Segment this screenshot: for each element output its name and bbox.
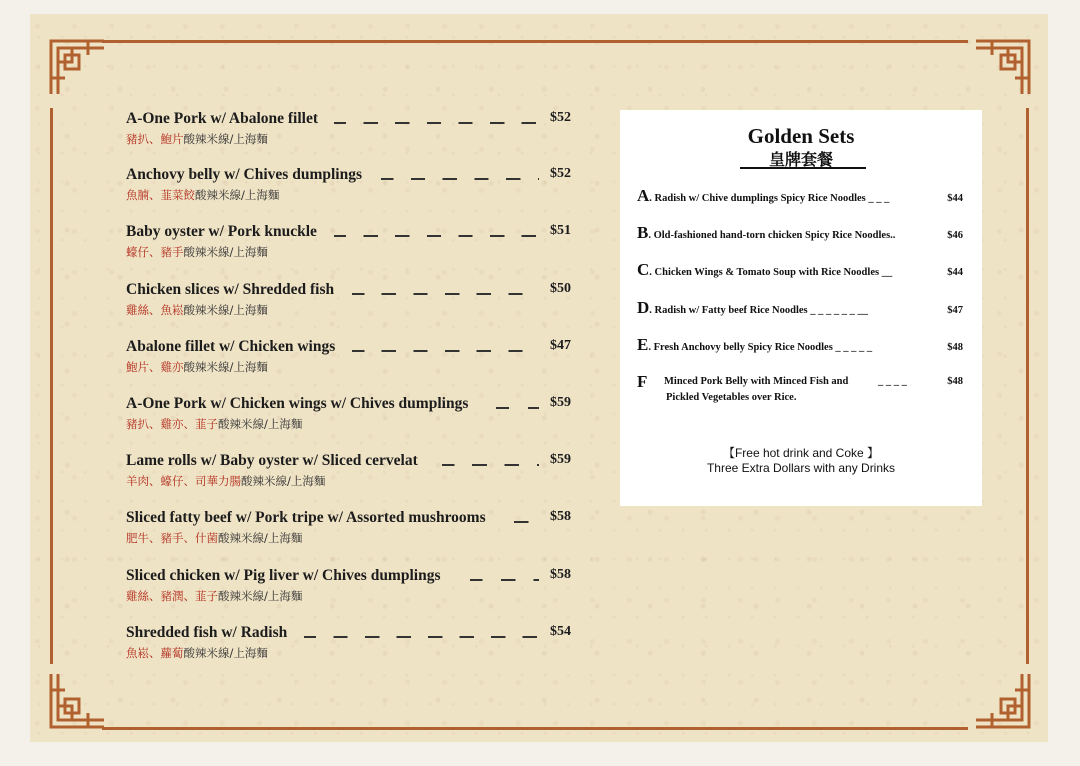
item-chinese: 魚腩、韮菜餃酸辣米線/上海麵: [126, 188, 280, 202]
frame-top-line: [102, 40, 968, 43]
leader-dashes: [334, 122, 539, 124]
set-letter: F: [637, 372, 648, 391]
corner-ornament-bottom-right: [976, 674, 1032, 730]
leader-dashes: [334, 235, 539, 237]
title-underline: [740, 167, 866, 169]
set-text: . Radish w/ Fatty beef Rice Noodles: [649, 305, 808, 316]
item-chinese: 羊肉、蠔仔、司華力腸酸辣米線/上海麵: [126, 474, 326, 488]
item-name: Baby oyster w/ Pork knuckle: [126, 223, 317, 240]
frame-left-line: [50, 108, 53, 664]
corner-ornament-top-left: [48, 38, 104, 94]
set-item: E. Fresh Anchovy belly Spicy Rice Noodles _ _ _ _ _ $48: [637, 335, 963, 354]
item-price: $52: [550, 166, 571, 181]
frame-bottom-line: [102, 727, 968, 730]
set-letter: A: [637, 186, 650, 205]
set-price: $44: [947, 267, 963, 278]
item-chinese: 豬扒、鮑片酸辣米線/上海麵: [126, 132, 268, 146]
leader-dashes: [442, 464, 539, 466]
item-chinese: 雞絲、魚崧酸辣米線/上海麵: [126, 303, 268, 317]
leader-dashes: [304, 636, 539, 638]
golden-sets-panel: [620, 110, 982, 506]
item-chinese: 雞絲、豬潤、韮子酸辣米線/上海麵: [126, 589, 303, 603]
item-price: $51: [550, 223, 571, 238]
menu-item: [126, 452, 571, 489]
panel-title: Golden Sets: [747, 124, 855, 148]
set-item: F Minced Pork Belly with Minced Fish and _ _ _ _ Pickled Vegetables over Rice. $48: [637, 372, 963, 403]
item-name: A-One Pork w/ Chicken wings w/ Chives dumplings: [126, 395, 469, 412]
set-price: $44: [947, 193, 963, 204]
leader-dashes: [496, 407, 539, 409]
item-chinese: 魚崧、蘿蔔酸辣米線/上海麵: [126, 646, 268, 660]
set-price: $46: [947, 230, 963, 241]
frame-right-line: [1026, 108, 1029, 664]
leader-dashes: [514, 521, 539, 523]
menu-item: [126, 338, 571, 375]
corner-ornament-top-right: [976, 38, 1032, 94]
leader-dashes: [352, 293, 539, 295]
item-name: Sliced fatty beef w/ Pork tripe w/ Assorted mushrooms: [126, 509, 486, 526]
leader-dashes: [470, 579, 539, 581]
leader-dashes: [381, 178, 539, 180]
item-price: $50: [550, 281, 571, 296]
item-name: Anchovy belly w/ Chives dumplings: [126, 166, 362, 183]
item-price: $59: [550, 452, 571, 467]
item-price: $58: [550, 567, 571, 582]
item-name: Sliced chicken w/ Pig liver w/ Chives dumplings: [126, 567, 441, 584]
item-name: Lame rolls w/ Baby oyster w/ Sliced cervelat: [126, 452, 418, 469]
menu-item: [126, 223, 571, 260]
set-item: B. Old-fashioned hand-torn chicken Spicy Rice Noodles.. $46: [637, 223, 963, 242]
menu-item: [126, 281, 571, 318]
menu-item: [126, 624, 571, 661]
set-text: Minced Pork Belly with Minced Fish and: [664, 376, 849, 387]
set-text: . Fresh Anchovy belly Spicy Rice Noodles: [648, 342, 833, 353]
set-price: $48: [947, 342, 963, 353]
item-price: $59: [550, 395, 571, 410]
item-chinese: 鮑片、雞亦酸辣米線/上海麵: [126, 360, 268, 374]
menu-item: [126, 509, 571, 546]
set-price: $48: [947, 376, 963, 387]
drink-note-line1: 【Free hot drink and Coke 】: [722, 446, 880, 460]
set-item: C. Chicken Wings & Tomato Soup with Rice Noodles __ $44: [637, 260, 963, 279]
set-item: A. Radish w/ Chive dumplings Spicy Rice Noodles _ _ _ $44: [637, 186, 963, 205]
menu-item: [126, 110, 571, 147]
set-letter: D: [637, 298, 650, 317]
set-letter: C: [637, 260, 650, 279]
set-item: D. Radish w/ Fatty beef Rice Noodles _ _ _ _ _ _ __ $47: [637, 298, 963, 317]
menu-item: [126, 166, 571, 203]
corner-ornament-bottom-left: [48, 674, 104, 730]
item-price: $52: [550, 110, 571, 125]
item-name: A-One Pork w/ Abalone fillet: [126, 110, 319, 127]
set-text: . Chicken Wings & Tomato Soup with Rice Noodles: [649, 267, 880, 278]
menu-item: [126, 567, 571, 604]
item-price: $47: [550, 338, 571, 353]
item-price: $54: [550, 624, 571, 639]
drink-note-line2: Three Extra Dollars with any Drinks: [706, 461, 896, 475]
set-text-line2: Pickled Vegetables over Rice.: [666, 392, 797, 403]
leader-dashes: [352, 350, 539, 352]
menu-item: [126, 395, 571, 432]
item-price: $58: [550, 509, 571, 524]
item-chinese: 豬扒、雞亦、韮子酸辣米線/上海麵: [126, 417, 303, 431]
set-text: . Old-fashioned hand-torn chicken Spicy Rice Noodles: [648, 230, 891, 241]
item-name: Abalone fillet w/ Chicken wings: [126, 338, 336, 355]
set-letter: B: [637, 223, 649, 242]
panel-subtitle: 皇牌套餐: [768, 150, 833, 169]
item-chinese: 蠔仔、豬手酸辣米線/上海麵: [126, 245, 268, 259]
item-chinese: 肥牛、豬手、什菌酸辣米線/上海麵: [126, 531, 303, 545]
set-letter: E: [637, 335, 649, 354]
item-name: Shredded fish w/ Radish: [126, 624, 288, 641]
set-text: . Radish w/ Chive dumplings Spicy Rice Noodles: [649, 193, 866, 204]
item-name: Chicken slices w/ Shredded fish: [126, 281, 335, 298]
set-price: $47: [947, 305, 963, 316]
